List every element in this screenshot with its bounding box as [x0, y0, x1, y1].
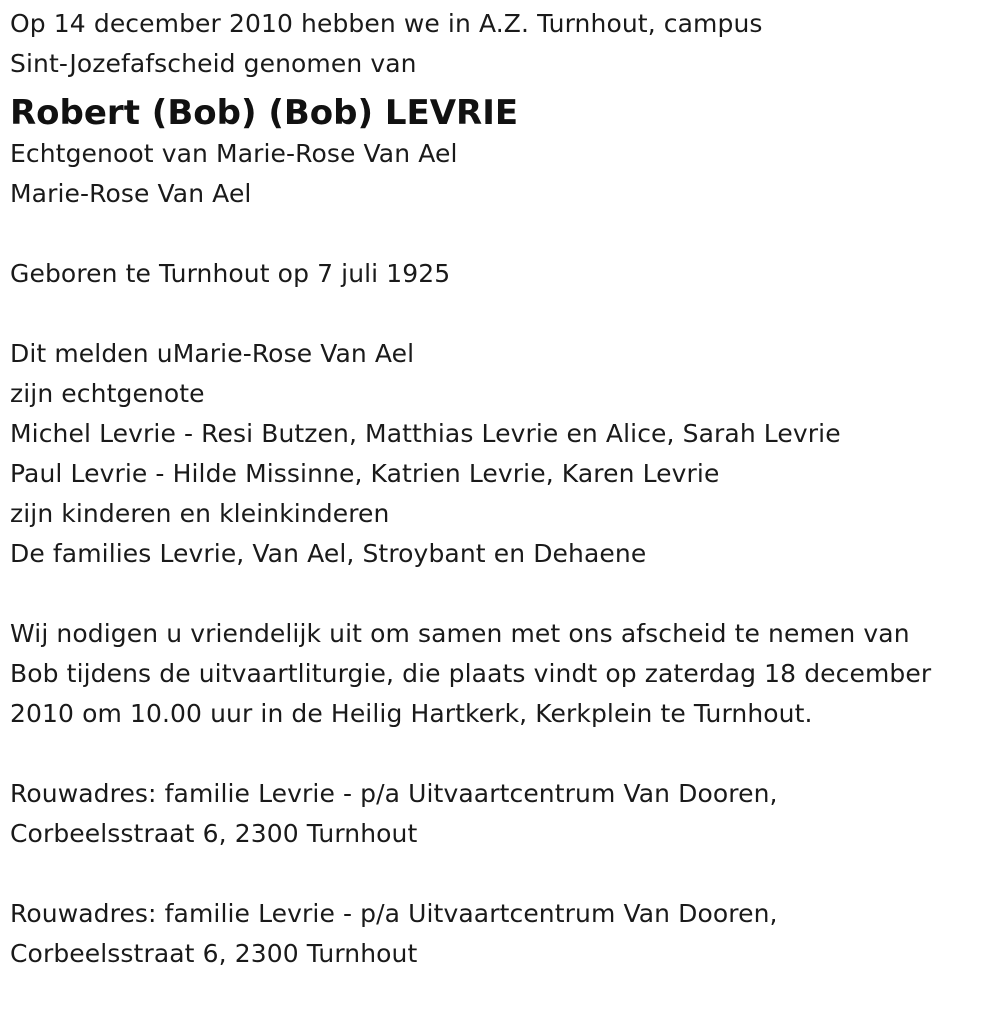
announcement-line: Michel Levrie - Resi Butzen, Matthias Levrie en Alice, Sarah Levrie: [10, 419, 841, 448]
mourning-address-2-line-2: Corbeelsstraat 6, 2300 Turnhout: [10, 939, 418, 968]
invitation-line: 2010 om 10.00 uur in de Heilig Hartkerk, Kerkplein te Turnhout.: [10, 699, 813, 728]
mourning-address-2-line-1: Rouwadres: familie Levrie - p/a Uitvaartcentrum Van Dooren,: [10, 899, 778, 928]
deceased-name: Robert (Bob) (Bob) LEVRIE: [10, 93, 519, 133]
invitation-line: Wij nodigen u vriendelijk uit om samen met ons afscheid te nemen van: [10, 619, 910, 648]
intro-line-2: Sint-Jozefafscheid genomen van: [10, 49, 417, 78]
birth-info: Geboren te Turnhout op 7 juli 1925: [10, 259, 451, 288]
announcement-line: Dit melden uMarie-Rose Van Ael: [10, 339, 415, 368]
spacer: [10, 214, 995, 254]
spacer: [10, 734, 995, 774]
spouse-line: Echtgenoot van Marie-Rose Van Ael: [10, 139, 458, 168]
death-notice: [10, 4, 995, 974]
spouse-name: Marie-Rose Van Ael: [10, 179, 252, 208]
spacer: [10, 294, 995, 334]
mourning-address-1-line-2: Corbeelsstraat 6, 2300 Turnhout: [10, 819, 418, 848]
mourning-address-1-line-1: Rouwadres: familie Levrie - p/a Uitvaartcentrum Van Dooren,: [10, 779, 778, 808]
announcement-line: Paul Levrie - Hilde Missinne, Katrien Levrie, Karen Levrie: [10, 459, 720, 488]
announcement-line: zijn kinderen en kleinkinderen: [10, 499, 390, 528]
announcement-line: zijn echtgenote: [10, 379, 205, 408]
invitation-line: Bob tijdens de uitvaartliturgie, die plaats vindt op zaterdag 18 december: [10, 659, 932, 688]
announcement-line: De families Levrie, Van Ael, Stroybant en Dehaene: [10, 539, 647, 568]
spacer: [10, 854, 995, 894]
intro-line-1: Op 14 december 2010 hebben we in A.Z. Turnhout, campus: [10, 9, 763, 38]
spacer: [10, 574, 995, 614]
